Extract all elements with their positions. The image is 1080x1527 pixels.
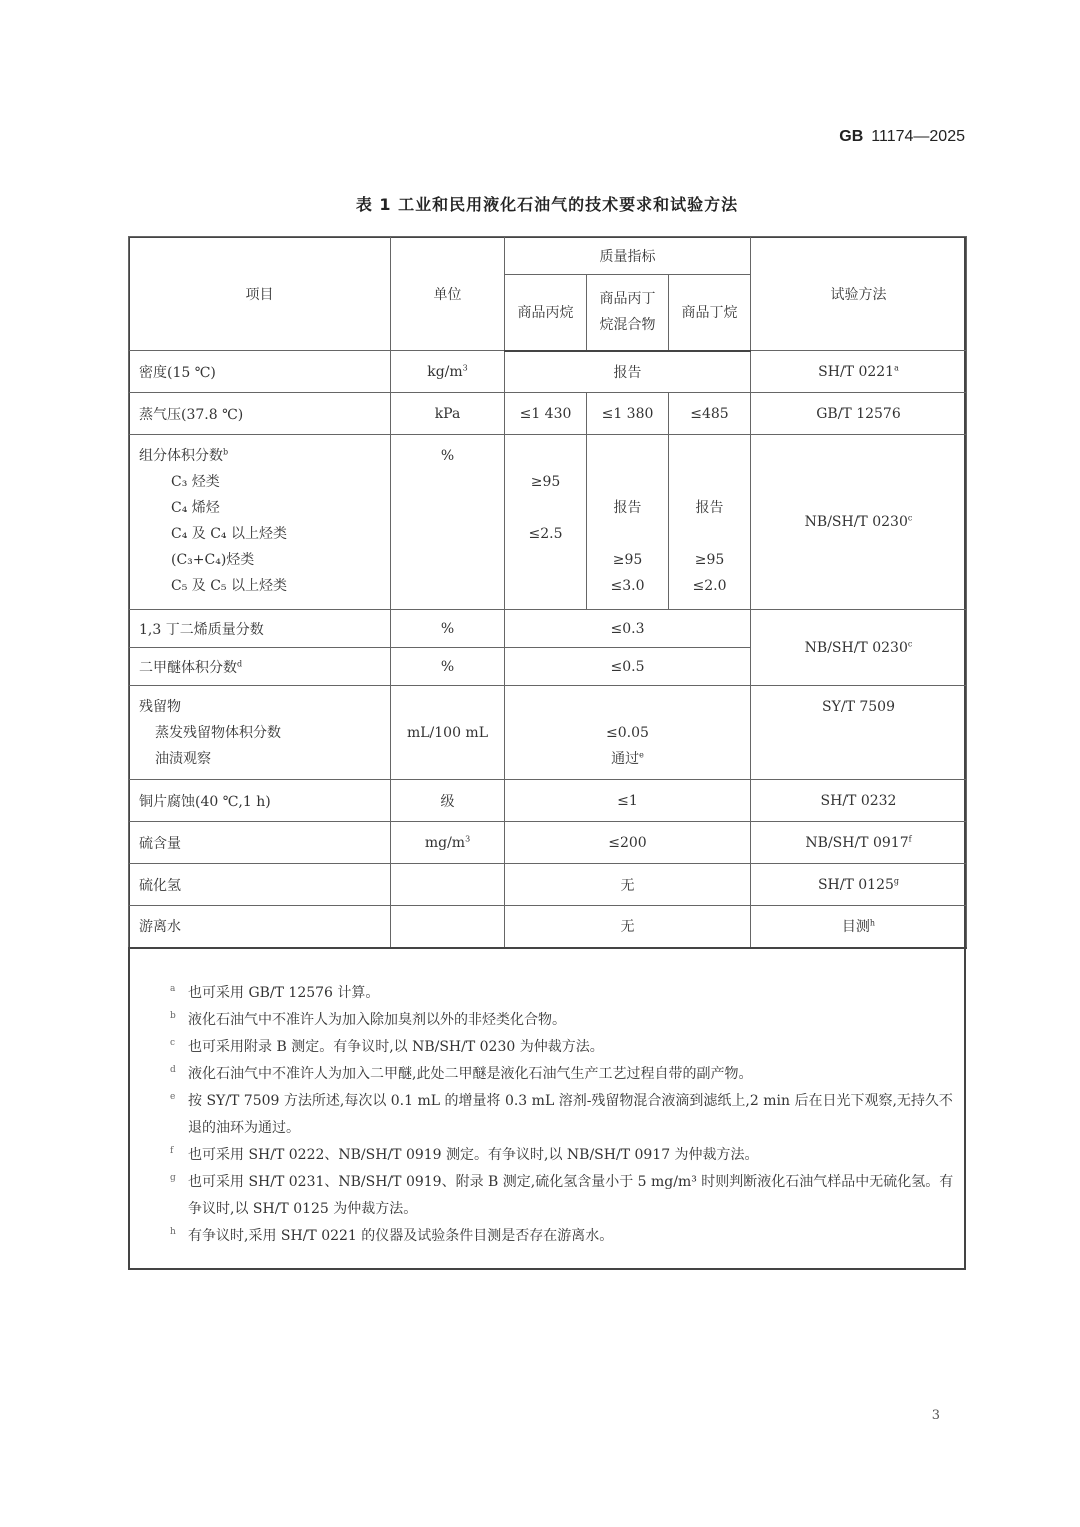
- h2s-unit: [391, 864, 505, 906]
- residue-unit-text: mL/100 mL: [406, 725, 489, 741]
- residue-method-text: SY/T 7509: [822, 699, 895, 715]
- note-text: 按 SY/T 7509 方法所述,每次以 0.1 mL 的增量将 0.3 mL 溶剂-残留物混合液滴到滤纸上,2 min 后在日光下观察,无持久不退的油环为通过。: [188, 1093, 953, 1136]
- vapor-propane: ≤1 430: [505, 393, 587, 435]
- note-text: 有争议时,采用 SH/T 0221 的仪器及试验条件目测是否存在游离水。: [188, 1228, 614, 1244]
- copper-item: 铜片腐蚀(40 ℃,1 h): [129, 780, 391, 822]
- residue-title: 残留物: [139, 699, 181, 715]
- copper-value: ≤1: [505, 780, 751, 822]
- sulfur-unit-sup: 3: [465, 833, 471, 843]
- residue-value2: [505, 746, 750, 772]
- vapor-unit: kPa: [391, 393, 505, 435]
- header-unit: 单位: [391, 237, 505, 351]
- composition-propane-3: ≤2.5: [528, 526, 563, 542]
- note-text: 也可采用 SH/T 0222、NB/SH/T 0919 测定。有争议时,以 NB/SH/T 0917 为仲裁方法。: [188, 1147, 759, 1163]
- water-method: [751, 906, 967, 948]
- water-unit: [391, 906, 505, 948]
- residue-value1: ≤0.05: [606, 725, 649, 741]
- row-residue: [129, 686, 967, 780]
- note-a: [170, 980, 960, 1007]
- composition-mix-2: 报告: [613, 500, 642, 516]
- density-value: 报告: [505, 351, 751, 393]
- standard-code: 11174—2025: [871, 128, 965, 145]
- header-butane: 商品丁烷: [669, 275, 751, 351]
- h2s-method: [751, 864, 967, 906]
- residue-unit: [391, 686, 505, 780]
- dme-butadiene-method-sup: c: [907, 638, 913, 648]
- spec-table: [128, 236, 967, 949]
- row-sulfur: [129, 822, 967, 864]
- sulfur-unit: [391, 822, 505, 864]
- composition-sub1: C₃ 烃类: [171, 474, 220, 490]
- header-item: 项目: [129, 237, 391, 351]
- density-method-text: SH/T 0221: [818, 363, 895, 380]
- composition-butane-2: 报告: [695, 500, 724, 516]
- density-method: [751, 351, 967, 393]
- butadiene-unit: %: [391, 610, 505, 648]
- note-mark: g: [170, 1173, 176, 1183]
- note-text: 液化石油气中不准许人为加入除加臭剂以外的非烃类化合物。: [188, 1012, 566, 1028]
- composition-title-sup: b: [223, 447, 229, 457]
- composition-method-text: NB/SH/T 0230: [804, 514, 908, 530]
- vapor-mix: ≤1 380: [587, 393, 669, 435]
- header-row-1: [129, 237, 967, 275]
- vapor-method: GB/T 12576: [751, 393, 967, 435]
- note-d: [170, 1061, 960, 1088]
- note-c: [170, 1034, 960, 1061]
- butadiene-value: ≤0.3: [505, 610, 751, 648]
- sulfur-value: ≤200: [505, 822, 751, 864]
- composition-sub5: C₅ 及 C₅ 以上烃类: [171, 578, 287, 594]
- h2s-method-text: SH/T 0125: [817, 876, 894, 893]
- composition-mix-4: ≥95: [612, 552, 643, 568]
- dme-item-sup: d: [237, 658, 243, 668]
- note-mark: a: [170, 984, 176, 994]
- dme-item: [129, 648, 391, 686]
- dme-butadiene-method-text: NB/SH/T 0230: [804, 639, 908, 656]
- residue-value2-text: 通过: [611, 751, 640, 767]
- residue-sub2: 油渍观察: [155, 751, 211, 767]
- density-unit-sup: 3: [462, 362, 468, 372]
- note-f: [170, 1142, 960, 1169]
- copper-unit: 级: [391, 780, 505, 822]
- composition-butane-5: ≤2.0: [692, 578, 727, 594]
- row-copper: [129, 780, 967, 822]
- composition-propane-1: ≥95: [530, 474, 561, 490]
- composition-butane-4: ≥95: [694, 552, 725, 568]
- row-water: [129, 906, 967, 948]
- note-text: 也可采用附录 B 测定。有争议时,以 NB/SH/T 0230 为仲裁方法。: [188, 1039, 604, 1055]
- water-method-sup: h: [869, 918, 876, 928]
- composition-method: [751, 435, 967, 610]
- sulfur-item: 硫含量: [129, 822, 391, 864]
- composition-mix-5: ≤3.0: [610, 578, 645, 594]
- dme-item-text: 二甲醚体积分数: [139, 659, 237, 676]
- composition-propane: [505, 435, 587, 610]
- composition-sub4: (C₃+C₄)烃类: [171, 552, 255, 568]
- composition-unit: [391, 435, 505, 610]
- h2s-value: 无: [505, 864, 751, 906]
- water-value: 无: [505, 906, 751, 948]
- note-b: [170, 1007, 960, 1034]
- note-mark: e: [170, 1092, 176, 1102]
- density-item: 密度(15 ℃): [129, 351, 391, 393]
- note-h: [170, 1223, 960, 1250]
- dme-unit: %: [391, 648, 505, 686]
- residue-method: [751, 686, 967, 780]
- header-method: 试验方法: [751, 237, 967, 351]
- water-method-text: 目测: [841, 919, 870, 936]
- sulfur-method-sup: f: [908, 833, 912, 843]
- note-text: 也可采用 GB/T 12576 计算。: [188, 985, 380, 1001]
- density-unit: [391, 351, 505, 393]
- composition-method-sup: c: [907, 513, 913, 523]
- sulfur-method: [751, 822, 967, 864]
- note-e: [170, 1088, 960, 1142]
- table-title: 表 1 工业和民用液化石油气的技术要求和试验方法: [355, 195, 739, 214]
- table-notes: [170, 980, 960, 1250]
- composition-title-text: 组分体积分数: [139, 448, 223, 464]
- header-propane: 商品丙烷: [505, 275, 587, 351]
- standard-number: [839, 128, 965, 146]
- composition-butane: [669, 435, 751, 610]
- copper-method: SH/T 0232: [751, 780, 967, 822]
- vapor-butane: ≤485: [669, 393, 751, 435]
- header-mix-line2: 烷混合物: [599, 317, 656, 334]
- composition-mix: [587, 435, 669, 610]
- composition-unit-text: %: [440, 448, 455, 464]
- row-composition: [129, 435, 967, 610]
- row-density: [129, 351, 967, 393]
- row-h2s: [129, 864, 967, 906]
- row-butadiene: [129, 610, 967, 648]
- h2s-item: 硫化氢: [129, 864, 391, 906]
- water-item: 游离水: [129, 906, 391, 948]
- residue-item: [129, 686, 391, 780]
- header-mix-line1: 商品丙丁: [599, 291, 656, 308]
- butadiene-item: 1,3 丁二烯质量分数: [129, 610, 391, 648]
- composition-title: [139, 443, 390, 469]
- vapor-item: 蒸气压(37.8 ℃): [129, 393, 391, 435]
- row-vapor-pressure: [129, 393, 967, 435]
- note-mark: b: [170, 1011, 176, 1021]
- composition-item: [129, 435, 391, 610]
- note-mark: h: [170, 1227, 176, 1237]
- header-quality: 质量指标: [505, 237, 751, 275]
- residue-value: [505, 686, 751, 780]
- dme-butadiene-method: [751, 610, 967, 686]
- sulfur-unit-text: mg/m: [424, 834, 466, 851]
- note-mark: f: [170, 1146, 174, 1156]
- note-g: [170, 1169, 960, 1223]
- density-method-sup: a: [894, 362, 899, 372]
- note-mark: d: [170, 1065, 176, 1075]
- residue-sub1: 蒸发残留物体积分数: [155, 725, 281, 741]
- composition-sub3: C₄ 及 C₄ 以上烃类: [171, 526, 287, 542]
- density-unit-text: kg/m: [427, 363, 463, 380]
- dme-value: ≤0.5: [505, 648, 751, 686]
- h2s-method-sup: g: [893, 875, 900, 885]
- note-text: 液化石油气中不准许人为加入二甲醚,此处二甲醚是液化石油气生产工艺过程自带的副产物。: [188, 1066, 753, 1082]
- standard-prefix: GB: [839, 128, 864, 145]
- note-mark: c: [170, 1038, 176, 1048]
- residue-value2-sup: e: [639, 750, 644, 760]
- header-mix: [587, 275, 669, 351]
- sulfur-method-text: NB/SH/T 0917: [805, 834, 909, 851]
- page-number: 3: [931, 1408, 940, 1423]
- note-text: 也可采用 SH/T 0231、NB/SH/T 0919、附录 B 测定,硫化氢含量小于 5 mg/m³ 时则判断液化石油气样品中无硫化氢。有争议时,以 SH/T 0125 为仲裁方法。: [188, 1174, 954, 1217]
- composition-sub2: C₄ 烯烃: [171, 500, 220, 516]
